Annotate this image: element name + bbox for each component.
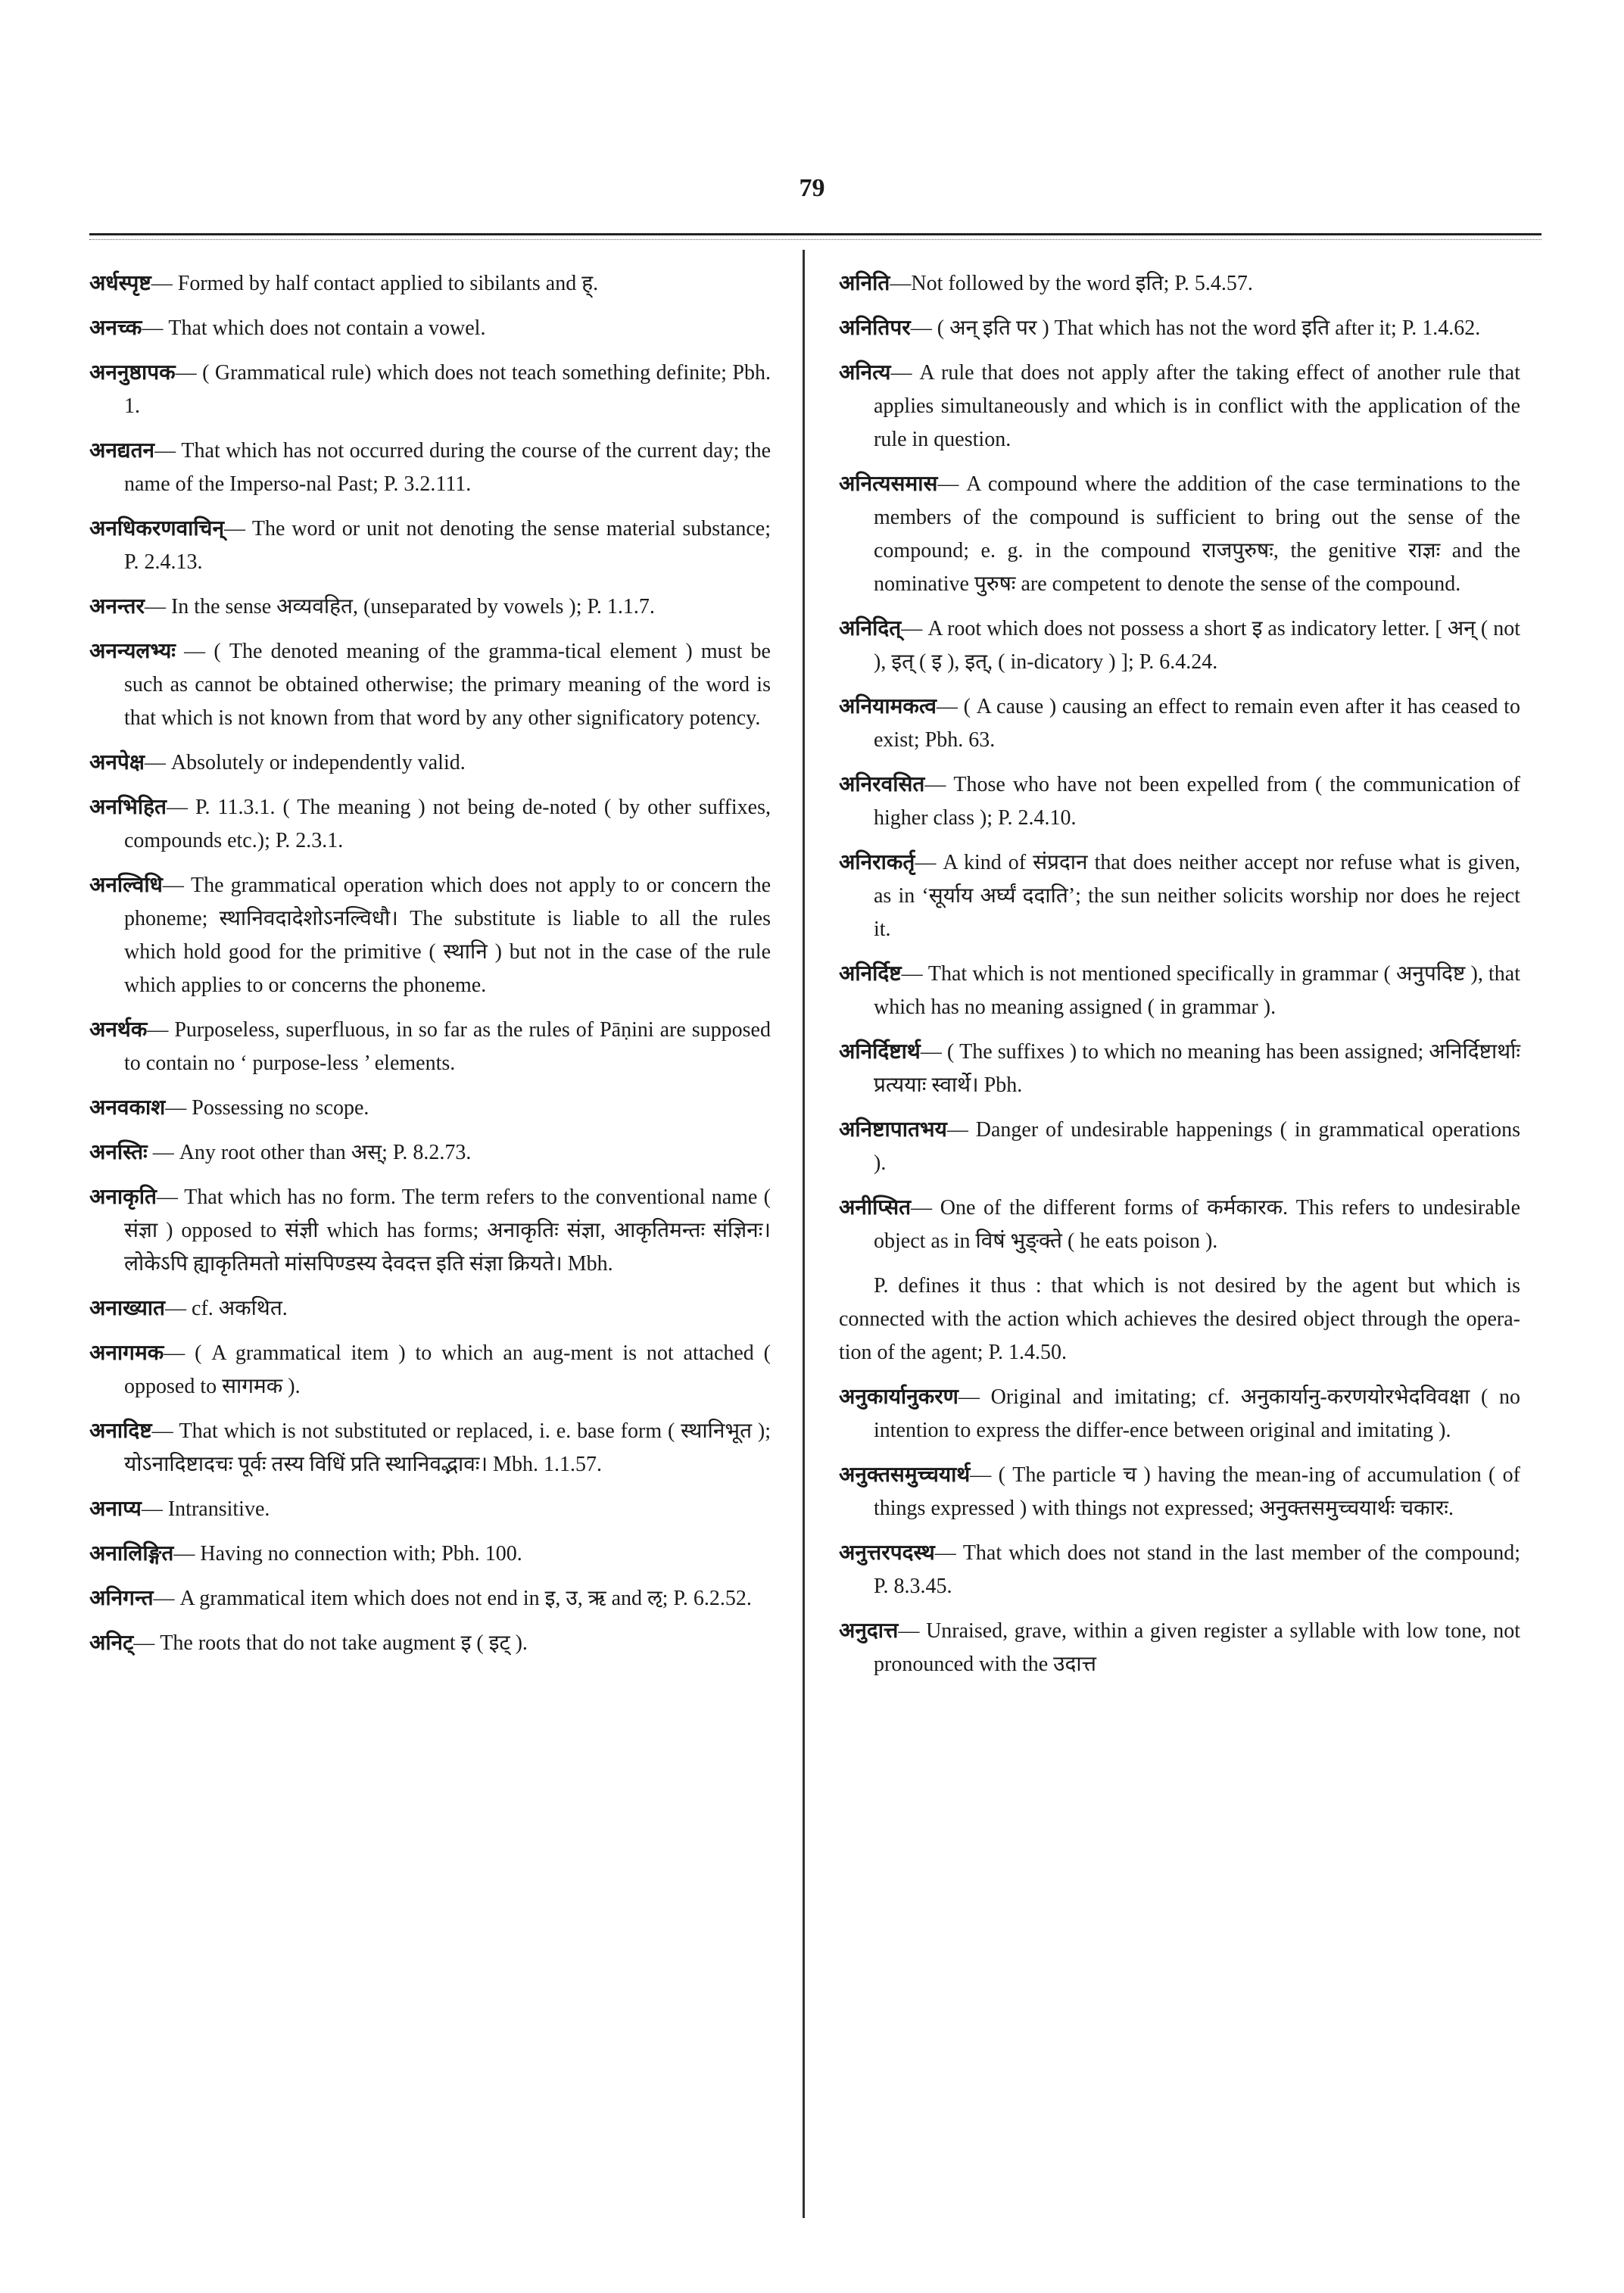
dictionary-entry bbox=[89, 1091, 771, 1125]
entry-definition: — Unraised, grave, within a given register a syllable with low tone, not pronounced with the उदात्त bbox=[874, 1619, 1520, 1676]
entry-definition: — Formed by half contact applied to sibilants and ह्. bbox=[151, 272, 599, 295]
entry-definition: — ( A grammatical item ) to which an aug-ment is not attached ( opposed to सागमक ). bbox=[124, 1341, 771, 1398]
header-rule bbox=[89, 233, 1541, 235]
dictionary-entry bbox=[89, 266, 771, 301]
entry-definition: — The word or unit not denoting the sense material substance; P. 2.4.13. bbox=[124, 517, 771, 574]
entry-headword: अनागमक bbox=[89, 1340, 164, 1365]
entry-definition: P. defines it thus : that which is not desired by the agent but which is connected with the action which achieves the desired object through the opera-tion of the agent; P. 1.4.50. bbox=[839, 1274, 1520, 1364]
entry-headword: अनुकार्यानुकरण bbox=[839, 1384, 959, 1409]
dictionary-entry bbox=[839, 467, 1520, 601]
dictionary-entry bbox=[839, 957, 1520, 1024]
entry-definition: — A compound where the addition of the case terminations to the members of the compound is sufficient to bring out the sense of the compound; e. g. in the compound राजपुरुषः, the genitive राज्ञः and the nominative पुरुषः are competent to denote the sense of the compound. bbox=[874, 472, 1520, 596]
entry-headword: अननुष्ठापक bbox=[89, 360, 176, 385]
dictionary-entry bbox=[839, 266, 1520, 301]
dictionary-entry bbox=[89, 1537, 771, 1571]
dictionary-entry bbox=[839, 1035, 1520, 1102]
dictionary-entry bbox=[89, 1291, 771, 1326]
entry-headword: अनाख्यात bbox=[89, 1295, 166, 1320]
entry-definition: — That which is not substituted or replaced, i. e. base form ( स्थानिभूत ); योऽनादिष्टादचः पूर्वः तस्य विधिं प्रति स्थानिवद्भावः। Mbh. 1.1.57. bbox=[124, 1419, 771, 1476]
dictionary-entry bbox=[89, 634, 771, 735]
entry-headword: अनीप्सित bbox=[839, 1195, 912, 1220]
entry-headword: अनियामकत्व bbox=[839, 693, 937, 718]
entry-definition: — ( The particle च ) having the mean-ing of accumulation ( of things expressed ) with things not expressed; अनुक्तसमुच्चयार्थः चकारः. bbox=[874, 1463, 1520, 1520]
entry-headword: अनितिपर bbox=[839, 315, 911, 340]
entry-headword: अनद्यतन bbox=[89, 438, 155, 463]
entry-headword: अनित्य bbox=[839, 360, 891, 385]
dictionary-entry bbox=[839, 768, 1520, 835]
dictionary-entry bbox=[89, 790, 771, 858]
entry-definition: — ( Grammatical rule) which does not teach something definite; Pbh. 1. bbox=[124, 361, 771, 418]
column-divider bbox=[803, 250, 805, 2218]
entry-definition: — Absolutely or independently valid. bbox=[144, 751, 466, 774]
entry-headword: अनन्तर bbox=[89, 594, 145, 618]
entry-headword: अनालिङ्गित bbox=[89, 1541, 174, 1566]
entry-definition: — A kind of संप्रदान that does neither accept nor refuse what is given, as in ‘सूर्याय अर्घ्यं ददाति’; the sun neither solicits worship nor does he reject it. bbox=[874, 851, 1520, 941]
page-number: 79 bbox=[799, 174, 825, 202]
entry-definition: — The roots that do not take augment इ ( इट् ). bbox=[133, 1631, 528, 1655]
entry-definition: — The grammatical operation which does not apply to or concern the phoneme; स्थानिवदादेशोऽनल्विधौ। The substitute is liable to all the rules which hold good for the primitive ( स्थानि ) but not in the case of the rule which applies to or concerns the phoneme. bbox=[124, 874, 771, 997]
entry-definition: — One of the different forms of कर्मकारक. This refers to undesirable object as in विषं भुङ्क्ते ( he eats poison ). bbox=[874, 1196, 1520, 1253]
dictionary-entry bbox=[89, 1492, 771, 1526]
entry-definition: — A rule that does not apply after the taking effect of another rule that applies simultaneously and which is in conflict with the application of the rule in question. bbox=[874, 361, 1520, 451]
dictionary-entry bbox=[839, 1113, 1520, 1180]
dictionary-entry bbox=[89, 1136, 771, 1170]
dictionary-entry bbox=[839, 1614, 1520, 1681]
entry-headword: अनन्यलभ्यः bbox=[89, 638, 176, 663]
entry-definition: — That which has no form. The term refers to the conventional name ( संज्ञा ) opposed to संज्ञी which has forms; अनाकृतिः संज्ञा, आकृतिमन्तः संज्ञिनः। लोकेऽपि ह्याकृतिमतो मांसपिण्डस्य देवदत्त इति संज्ञा क्रियते। Mbh. bbox=[124, 1185, 771, 1276]
dictionary-entry bbox=[89, 1013, 771, 1080]
entry-definition: — ( The denoted meaning of the gramma-tical element ) must be such as cannot be obtained otherwise; the primary meaning of the word is that which is not known from that word by any other significatory potency. bbox=[124, 640, 771, 730]
entry-definition: — That which is not mentioned specifically in grammar ( अनुपदिष्ट ), that which has no meaning assigned ( in grammar ). bbox=[874, 962, 1520, 1019]
entry-headword: अनुदात्त bbox=[839, 1618, 899, 1643]
dictionary-entry bbox=[89, 356, 771, 423]
dictionary-entry bbox=[839, 612, 1520, 679]
entry-headword: अनधिकरणवाचिन् bbox=[89, 516, 224, 541]
dictionary-entry bbox=[839, 311, 1520, 345]
dictionary-entry bbox=[89, 1581, 771, 1615]
right-column bbox=[839, 266, 1520, 1692]
entry-headword: अनर्थक bbox=[89, 1017, 148, 1042]
entry-definition: — A root which does not possess a short इ as indicatory letter. [ अन् ( not ), इत् ( इ ), इत्, ( in-dicatory ) ]; P. 6.4.24. bbox=[874, 617, 1520, 674]
entry-headword: अनिर्दिष्टार्थ bbox=[839, 1039, 921, 1064]
entry-definition: — ( A cause ) causing an effect to remain even after it has ceased to exist; Pbh. 63. bbox=[874, 695, 1520, 752]
entry-headword: अनिगन्त bbox=[89, 1585, 154, 1610]
entry-definition: — Those who have not been expelled from ( the communication of higher class ); P. 2.4.10. bbox=[874, 773, 1520, 830]
entry-definition: — Purposeless, superfluous, in so far as the rules of Pāṇini are supposed to contain no ‘ purpose-less ’ elements. bbox=[124, 1018, 771, 1075]
dictionary-entry bbox=[89, 746, 771, 780]
entry-definition: — That which does not contain a vowel. bbox=[142, 316, 486, 340]
dictionary-entry bbox=[89, 1414, 771, 1481]
entry-headword: अनिरवसित bbox=[839, 771, 925, 796]
entry-definition: — That which has not occurred during the course of the current day; the name of the Imperso-nal Past; P. 3.2.111. bbox=[124, 439, 771, 496]
entry-headword: अनाकृति bbox=[89, 1184, 157, 1209]
dictionary-entry bbox=[89, 1180, 771, 1281]
entry-definition: — Any root other than अस्; P. 8.2.73. bbox=[147, 1141, 472, 1164]
dictionary-entry bbox=[839, 1458, 1520, 1525]
entry-headword: अनभिहित bbox=[89, 794, 167, 819]
dictionary-entry bbox=[839, 1191, 1520, 1258]
entry-definition: — cf. अकथित. bbox=[165, 1297, 288, 1320]
dictionary-entry bbox=[89, 311, 771, 345]
entry-definition: — Original and imitating; cf. अनुकार्यानु-करणयोरभेदविवक्षा ( no intention to express the differ-ence between original and imitating ). bbox=[874, 1385, 1520, 1442]
entry-headword: अनस्तिः bbox=[89, 1139, 148, 1164]
entry-definition: —Not followed by the word इति; P. 5.4.57. bbox=[890, 272, 1253, 295]
entry-headword: अनुत्तरपदस्थ bbox=[839, 1540, 935, 1565]
left-column bbox=[89, 266, 771, 1671]
entry-definition: — Possessing no scope. bbox=[165, 1096, 369, 1120]
dictionary-entry bbox=[89, 868, 771, 1002]
entry-headword: अनाप्य bbox=[89, 1496, 142, 1521]
entry-headword: अनादिष्ट bbox=[89, 1418, 152, 1443]
entry-headword: अनित्यसमास bbox=[839, 471, 938, 496]
dictionary-entry bbox=[839, 690, 1520, 757]
dictionary-entry bbox=[89, 1626, 771, 1660]
entry-definition: — Having no connection with; Pbh. 100. bbox=[173, 1542, 522, 1566]
entry-definition: — A grammatical item which does not end in इ, उ, ऋ and ऌ; P. 6.2.52. bbox=[153, 1587, 752, 1610]
entry-headword: अनिति bbox=[839, 270, 890, 295]
entry-definition: — ( अन् इति पर ) That which has not the word इति after it; P. 1.4.62. bbox=[910, 316, 1481, 340]
dictionary-entry bbox=[839, 1536, 1520, 1603]
entry-headword: अनिराकर्तृ bbox=[839, 849, 915, 874]
entry-headword: अनपेक्ष bbox=[89, 749, 145, 774]
dictionary-entry bbox=[89, 434, 771, 501]
entry-definition: — That which does not stand in the last member of the compound; P. 8.3.45. bbox=[874, 1541, 1520, 1598]
entry-definition: — In the sense अव्यवहित, (unseparated by vowels ); P. 1.1.7. bbox=[144, 595, 655, 618]
entry-headword: अनवकाश bbox=[89, 1095, 166, 1120]
entry-headword: अनिष्टापातभय bbox=[839, 1117, 947, 1142]
entry-definition: — ( The suffixes ) to which no meaning has been assigned; अनिर्दिष्टार्थाः प्रत्ययाः स्वार्थे। Pbh. bbox=[874, 1040, 1520, 1097]
header-rule-dotted bbox=[89, 239, 1541, 240]
entry-headword: अनिर्दिष्ट bbox=[839, 961, 902, 986]
dictionary-entry bbox=[89, 590, 771, 624]
entry-definition: — Danger of undesirable happenings ( in grammatical operations ). bbox=[874, 1118, 1520, 1175]
dictionary-entry bbox=[89, 1336, 771, 1404]
entry-headword: अनच्क bbox=[89, 315, 142, 340]
dictionary-entry bbox=[89, 512, 771, 579]
entry-headword: अनिदित् bbox=[839, 615, 902, 640]
entry-definition: — P. 11.3.1. ( The meaning ) not being de-noted ( by other suffixes, compounds etc.); P. 2.3.1. bbox=[124, 796, 771, 852]
dictionary-entry-note bbox=[839, 1269, 1520, 1369]
dictionary-entry bbox=[839, 1380, 1520, 1447]
entry-headword: अनिट् bbox=[89, 1630, 134, 1655]
dictionary-entry bbox=[839, 356, 1520, 456]
entry-headword: अनुक्तसमुच्चयार्थ bbox=[839, 1462, 971, 1487]
entry-definition: — Intransitive. bbox=[141, 1497, 270, 1521]
entry-headword: अर्धस्पृष्ट bbox=[89, 270, 151, 295]
dictionary-entry bbox=[839, 846, 1520, 946]
entry-headword: अनल्विधि bbox=[89, 872, 163, 897]
